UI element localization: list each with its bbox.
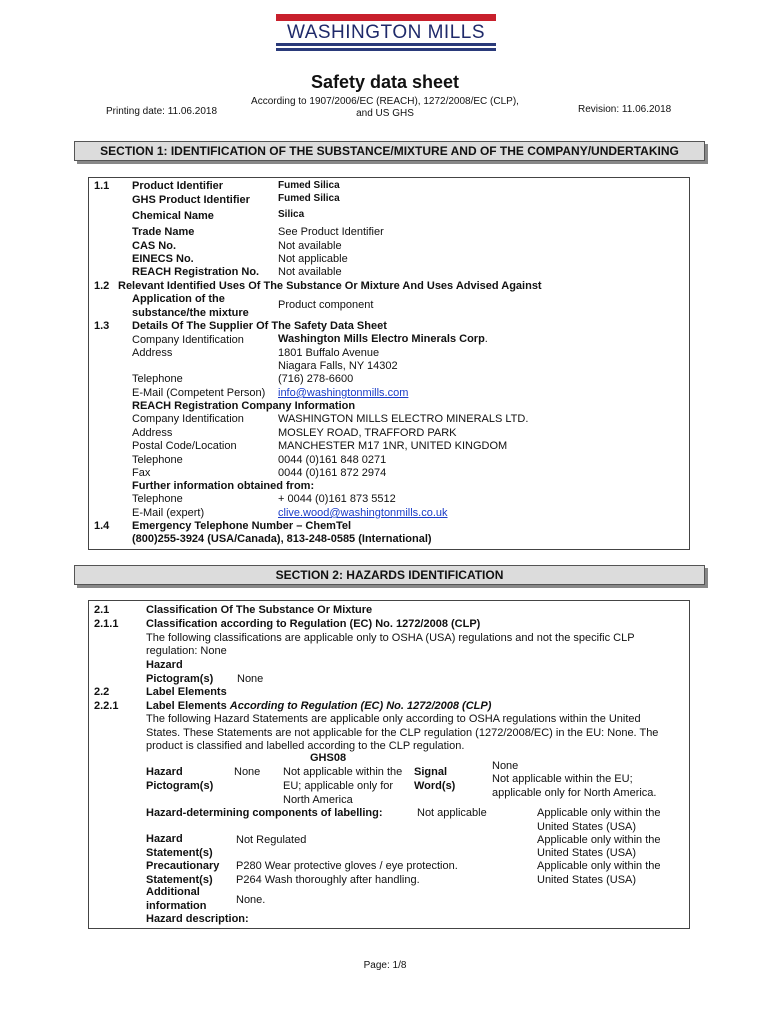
cas-value: Not available [278, 240, 342, 252]
signal-none: None [492, 760, 519, 772]
uk-address-value: MOSLEY ROAD, TRAFFORD PARK [278, 427, 457, 439]
emergency-numbers: (800)255-3924 (USA/Canada), 813-248-0585 (International) [132, 533, 432, 545]
trade-name-label: Trade Name [132, 226, 195, 238]
email-label: E-Mail (Competent Person) [132, 387, 266, 399]
hazard-statements-label-2: Statement(s) [146, 847, 213, 859]
classification-title: Classification Of The Substance Or Mixture [146, 604, 373, 616]
product-identifier-value: Fumed Silica [278, 180, 340, 191]
ghs-label: GHS Product Identifier [132, 194, 250, 206]
logo-bar-blue-1 [276, 43, 496, 46]
einecs-value: Not applicable [278, 253, 348, 265]
chemical-name-label: Chemical Name [132, 210, 214, 222]
hazard-determining-label: Hazard-determining components of labelling: [146, 807, 383, 819]
uk-company-value: WASHINGTON MILLS ELECTRO MINERALS LTD. [278, 413, 529, 425]
num-1-3: 1.3 [94, 320, 110, 332]
applicable-usa-2a: Applicable only within the [537, 834, 661, 846]
additional-label-2: information [146, 900, 207, 912]
uk-telephone-value: 0044 (0)161 848 0271 [278, 454, 387, 466]
logo-bar-red [276, 14, 496, 21]
einecs-label: EINECS No. [132, 253, 194, 265]
additional-label-1: Additional [146, 886, 200, 898]
telephone-value: (716) 278-6600 [278, 373, 354, 385]
application-value: Product component [278, 299, 374, 311]
uk-address-label: Address [132, 427, 173, 439]
application-label-2: substance/the mixture [132, 307, 249, 319]
page-title: Safety data sheet [310, 72, 460, 92]
uk-postal-value: MANCHESTER M17 1NR, UNITED KINGDOM [278, 440, 508, 452]
further-email-label: E-Mail (expert) [132, 507, 205, 519]
reach-company-title: REACH Registration Company Information [132, 400, 356, 412]
clp-text-1: The following classifications are applicable only to OSHA (USA) regulations and not the specific CLP [146, 632, 635, 644]
precautionary-value-2: P264 Wash thoroughly after handling. [236, 874, 420, 886]
application-label-1: Application of the [132, 293, 225, 305]
further-info-title: Further information obtained from: [132, 480, 315, 492]
supplier-title: Details Of The Supplier Of The Safety Data Sheet [132, 320, 387, 332]
hazard-statements-label-1: Hazard [146, 833, 183, 845]
statements-text-3: product is classified and labelled according to the CLP regulation. [146, 740, 465, 752]
section2-header: SECTION 2: HAZARDS IDENTIFICATION [74, 565, 705, 585]
further-telephone-value: + 0044 (0)161 873 5512 [278, 493, 396, 505]
precautionary-value-1: P280 Wear protective gloves / eye protection. [236, 860, 458, 872]
applicable-usa-3a: Applicable only within the [537, 860, 661, 872]
signal-label-1: Signal [414, 766, 448, 778]
address-line-1: 1801 Buffalo Avenue [278, 347, 380, 359]
hazard-determining-value: Not applicable [417, 807, 487, 819]
additional-value: None. [236, 894, 266, 906]
uk-company-label: Company Identification [132, 413, 244, 425]
num-1-1: 1.1 [94, 180, 110, 192]
signal-text-2: applicable only for North America. [492, 787, 657, 799]
company-logo: WASHINGTON MILLS [286, 22, 486, 43]
clp-title: Classification according to Regulation (EC) No. 1272/2008 (CLP) [146, 618, 481, 630]
not-applicable-eu-2: EU; applicable only for [283, 780, 394, 792]
uk-telephone-label: Telephone [132, 454, 183, 466]
reach-label: REACH Registration No. [132, 266, 260, 278]
reach-value: Not available [278, 266, 342, 278]
clp-text-2: regulation: None [146, 645, 227, 657]
not-applicable-eu-1: Not applicable within the [283, 766, 403, 778]
cas-label: CAS No. [132, 240, 176, 252]
hazard-label-2: Hazard [146, 766, 183, 778]
page-number: Page: 1/8 [363, 960, 407, 971]
label-elements-reg-italic: According to Regulation (EC) No. 1272/2008 (CLP) [229, 700, 492, 712]
precautionary-label-1: Precautionary [146, 860, 220, 872]
applicable-usa-3b: United States (USA) [537, 874, 637, 886]
pictograms-label: Pictogram(s) [146, 673, 214, 685]
applicable-usa-1a: Applicable only within the [537, 807, 661, 819]
product-identifier-label: Product Identifier [132, 180, 224, 192]
statements-text-2: States. These Statements are not applicable for the CLP regulation (1272/2008/EC) in the EU: None. The [146, 727, 659, 739]
telephone-label: Telephone [132, 373, 183, 385]
chemical-name-value: Silica [278, 209, 305, 220]
address-line-2: Niagara Falls, NY 14302 [278, 360, 398, 372]
applicable-usa-2b: United States (USA) [537, 847, 637, 859]
num-2-1-1: 2.1.1 [94, 618, 119, 630]
address-label: Address [132, 347, 173, 359]
uk-postal-label: Postal Code/Location [132, 440, 237, 452]
section1-header: SECTION 1: IDENTIFICATION OF THE SUBSTANCE/MIXTURE AND OF THE COMPANY/UNDERTAKING [74, 141, 705, 161]
further-telephone-label: Telephone [132, 493, 183, 505]
further-email-link[interactable]: clive.wood@washingtonmills.co.uk [278, 507, 448, 519]
pictogram-none: None [234, 766, 261, 778]
printing-date: Printing date: 11.06.2018 [106, 106, 218, 117]
revision-date: Revision: 11.06.2018 [578, 104, 672, 115]
not-applicable-eu-3: North America [283, 794, 353, 806]
according-line-1: According to 1907/2006/EC (REACH), 1272/2008/EC (CLP), [251, 96, 519, 107]
logo-bar-blue-2 [276, 48, 496, 51]
applicable-usa-1b: United States (USA) [537, 821, 637, 833]
signal-label-2: Word(s) [414, 780, 456, 792]
uk-fax-value: 0044 (0)161 872 2974 [278, 467, 387, 479]
num-2-2-1: 2.2.1 [94, 700, 119, 712]
precautionary-label-2: Statement(s) [146, 874, 213, 886]
company-id-value: Washington Mills Electro Minerals Corp [278, 333, 485, 345]
according-line-2: and US GHS [356, 108, 414, 119]
trade-name-value: See Product Identifier [278, 226, 384, 238]
ghs-value: Fumed Silica [278, 193, 340, 204]
hazard-description-label: Hazard description: [146, 913, 249, 925]
emergency-title: Emergency Telephone Number – ChemTel [132, 520, 352, 532]
company-id-dot: . [484, 333, 488, 345]
pictograms-value: None [237, 673, 264, 685]
email-link[interactable]: info@washingtonmills.com [278, 387, 409, 399]
num-1-4: 1.4 [94, 520, 110, 532]
label-elements: Label Elements [146, 686, 227, 698]
hazard-statements-value: Not Regulated [236, 834, 307, 846]
uk-fax-label: Fax [132, 467, 151, 479]
num-2-1: 2.1 [94, 604, 110, 616]
hazard-label: Hazard [146, 659, 183, 671]
statements-text-1: The following Hazard Statements are applicable only according to OSHA regulations within the United [146, 713, 641, 725]
ghs08-label: GHS08 [310, 752, 347, 764]
num-1-2: 1.2 [94, 280, 110, 292]
company-id-label: Company Identification [132, 334, 244, 346]
label-elements-reg-prefix: Label Elements [146, 700, 230, 712]
relevant-uses-title: Relevant Identified Uses Of The Substance Or Mixture And Uses Advised Against [118, 280, 542, 292]
signal-text-1: Not applicable within the EU; [492, 773, 633, 785]
pictograms-label-2: Pictogram(s) [146, 780, 214, 792]
num-2-2: 2.2 [94, 686, 110, 698]
